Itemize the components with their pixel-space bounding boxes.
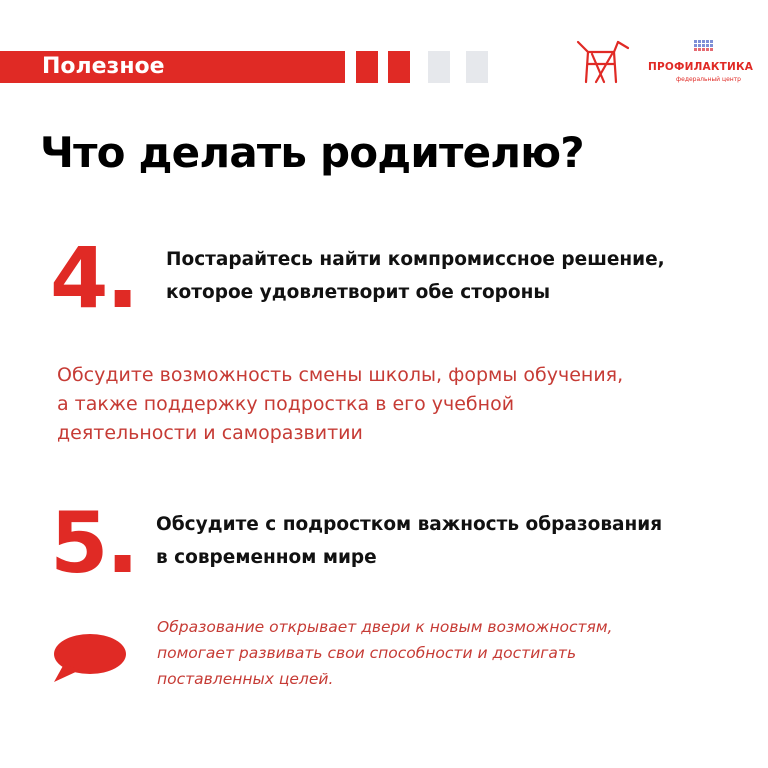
logo-horse-icon: [574, 38, 632, 88]
tip-5-number: 5.: [50, 489, 137, 594]
header-square-3: [428, 51, 450, 83]
tip-4-body-line-1: Обсудите возможность смены школы, формы обучения,: [57, 364, 624, 386]
header-square-2: [388, 51, 410, 83]
header-square-4: [466, 51, 488, 83]
tip-4-body-line-2: а также поддержку подростка в его учебной: [57, 393, 515, 415]
quote-line-3: поставленных целей.: [157, 670, 334, 688]
quote-text: [157, 614, 737, 692]
tip-4-number: 4.: [50, 224, 137, 329]
header-label: Полезное: [42, 54, 165, 79]
logo-name: ПРОФИЛАКТИКА: [648, 61, 754, 73]
tip-4-digit: 4: [50, 229, 106, 327]
tip-5-heading-line-1: Обсудите с подростком важность образования: [156, 514, 663, 535]
tip-5-heading-line-2: в современном мире: [156, 547, 377, 568]
logo-grid-icon: [694, 40, 716, 54]
page-title: Что делать родителю?: [40, 128, 584, 177]
tip-5-digit: 5: [50, 494, 106, 592]
tip-4-heading-line-1: Постарайтесь найти компромиссное решение,: [166, 249, 665, 270]
quote-line-1: Образование открывает двери к новым возможностям,: [157, 618, 613, 636]
tip-4-body: [57, 361, 747, 448]
tip-5-heading: [156, 508, 662, 574]
tip-4-body-line-3: деятельности и саморазвитии: [57, 422, 363, 444]
tip-4-heading: [166, 243, 665, 309]
quote-line-2: помогает развивать свои способности и достигать: [157, 644, 577, 662]
speech-bubble-icon: [52, 632, 126, 684]
logo-subtitle: федеральный центр: [676, 76, 741, 83]
tip-4-heading-line-2: которое удовлетворит обе стороны: [166, 282, 551, 303]
header-square-1: [356, 51, 378, 83]
